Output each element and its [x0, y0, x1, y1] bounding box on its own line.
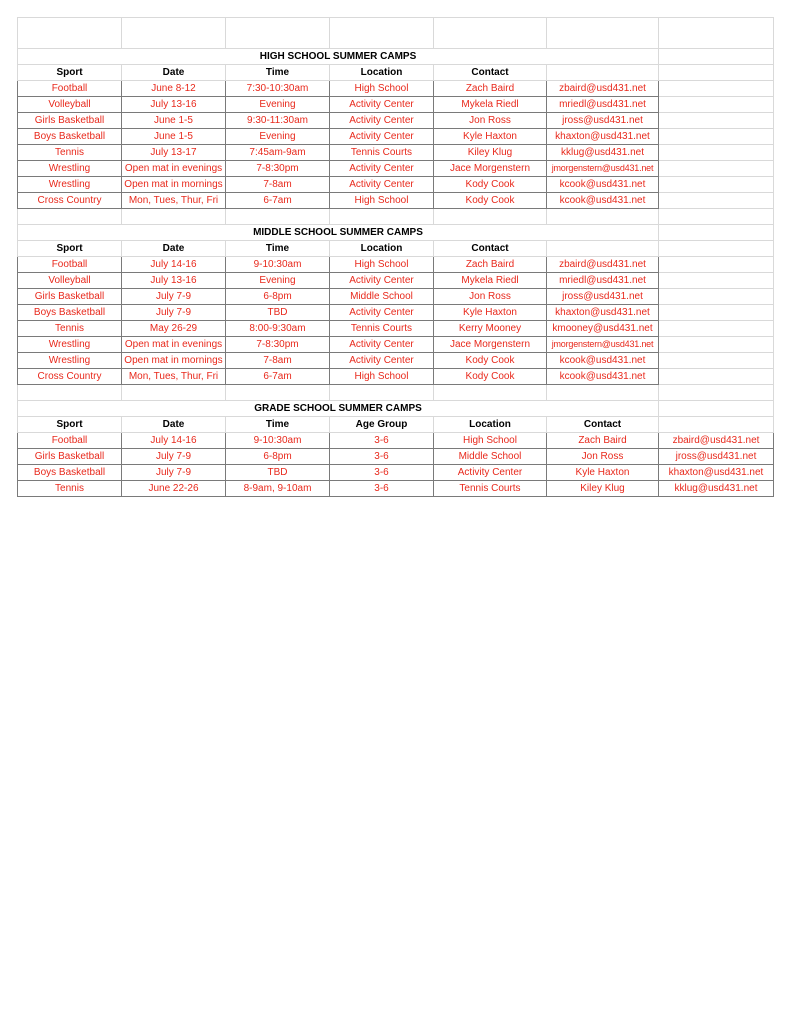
table-cell: May 26-29	[122, 321, 226, 337]
table-cell: 9-10:30am	[226, 433, 330, 449]
high_school-title-row	[18, 49, 774, 65]
column-header: Date	[122, 241, 226, 257]
table-cell: Football	[18, 257, 122, 273]
table-row	[18, 305, 774, 321]
table-cell: Middle School	[330, 289, 434, 305]
table-cell: kcook@usd431.net	[547, 193, 659, 209]
table-cell: 6-7am	[226, 193, 330, 209]
column-header: Contact	[434, 241, 547, 257]
middle_school-header-row	[18, 241, 774, 257]
table-cell: Activity Center	[330, 161, 434, 177]
table-cell: 7-8:30pm	[226, 337, 330, 353]
table-cell: Kody Cook	[434, 353, 547, 369]
table-cell: Tennis	[18, 481, 122, 497]
table-cell: kmooney@usd431.net	[547, 321, 659, 337]
column-header: Location	[330, 65, 434, 81]
column-header: Time	[226, 65, 330, 81]
table-cell: Jace Morgenstern	[434, 337, 547, 353]
table-cell: 6-8pm	[226, 449, 330, 465]
table-cell: 9-10:30am	[226, 257, 330, 273]
empty-cell	[122, 18, 226, 49]
table-cell: Volleyball	[18, 97, 122, 113]
table-cell: zbaird@usd431.net	[547, 257, 659, 273]
table-row	[18, 321, 774, 337]
table-row	[18, 433, 774, 449]
table-row	[18, 177, 774, 193]
table-cell: Boys Basketball	[18, 465, 122, 481]
table-cell: Volleyball	[18, 273, 122, 289]
table-cell: 7:45am-9am	[226, 145, 330, 161]
table-row	[18, 161, 774, 177]
empty-cell	[18, 209, 122, 225]
table-cell: Girls Basketball	[18, 449, 122, 465]
table-cell: Wrestling	[18, 337, 122, 353]
table-cell: 6-7am	[226, 369, 330, 385]
empty-cell	[434, 385, 547, 401]
table-cell: July 13-16	[122, 97, 226, 113]
table-cell: Open mat in mornings	[122, 177, 226, 193]
column-header: Location	[434, 417, 547, 433]
table-cell	[659, 129, 774, 145]
table-cell: July 13-17	[122, 145, 226, 161]
table-cell: July 7-9	[122, 449, 226, 465]
table-row	[18, 465, 774, 481]
table-cell: 7-8am	[226, 353, 330, 369]
empty-cell	[226, 385, 330, 401]
table-cell: High School	[434, 433, 547, 449]
table-cell: July 7-9	[122, 305, 226, 321]
table-cell: 8:00-9:30am	[226, 321, 330, 337]
empty-cell	[434, 209, 547, 225]
column-header	[659, 417, 774, 433]
table-cell: kcook@usd431.net	[547, 369, 659, 385]
table-cell: Mon, Tues, Thur, Fri	[122, 369, 226, 385]
table-cell: Wrestling	[18, 177, 122, 193]
table-cell	[659, 81, 774, 97]
table-row	[18, 129, 774, 145]
grade_school-title-row	[18, 401, 774, 417]
section-title: MIDDLE SCHOOL SUMMER CAMPS	[18, 225, 659, 241]
empty-cell	[547, 18, 659, 49]
column-header: Date	[122, 65, 226, 81]
table-cell: Zach Baird	[547, 433, 659, 449]
column-header: Contact	[547, 417, 659, 433]
table-cell: Activity Center	[330, 337, 434, 353]
column-header: Contact	[434, 65, 547, 81]
table-cell: July 7-9	[122, 289, 226, 305]
table-cell: 3-6	[330, 449, 434, 465]
column-header: Sport	[18, 241, 122, 257]
table-cell: Activity Center	[330, 97, 434, 113]
section-title: HIGH SCHOOL SUMMER CAMPS	[18, 49, 659, 65]
table-cell: Girls Basketball	[18, 289, 122, 305]
column-header: Date	[122, 417, 226, 433]
column-header	[659, 65, 774, 81]
column-header	[547, 241, 659, 257]
table-row	[18, 97, 774, 113]
table-cell: 7-8am	[226, 177, 330, 193]
table-cell: Jon Ross	[434, 113, 547, 129]
column-header: Time	[226, 417, 330, 433]
table-cell: kklug@usd431.net	[659, 481, 774, 497]
table-cell: Zach Baird	[434, 257, 547, 273]
table-row	[18, 113, 774, 129]
table-row	[18, 289, 774, 305]
table-cell: Activity Center	[330, 113, 434, 129]
table-cell: Kyle Haxton	[547, 465, 659, 481]
table-cell: Evening	[226, 273, 330, 289]
table-cell: kcook@usd431.net	[547, 177, 659, 193]
table-cell: khaxton@usd431.net	[547, 305, 659, 321]
table-cell: Cross Country	[18, 193, 122, 209]
table-cell: Activity Center	[330, 129, 434, 145]
blank-row	[18, 385, 774, 401]
table-cell: High School	[330, 81, 434, 97]
table-cell: Cross Country	[18, 369, 122, 385]
table-cell: khaxton@usd431.net	[659, 465, 774, 481]
table-row	[18, 193, 774, 209]
table-cell: Kody Cook	[434, 369, 547, 385]
table-cell	[659, 369, 774, 385]
empty-cell	[659, 225, 774, 241]
table-cell	[659, 97, 774, 113]
table-cell	[659, 353, 774, 369]
empty-cell	[330, 18, 434, 49]
table-cell: Girls Basketball	[18, 113, 122, 129]
table-cell: June 1-5	[122, 129, 226, 145]
blank-row	[18, 209, 774, 225]
table-cell: July 14-16	[122, 257, 226, 273]
empty-cell	[18, 385, 122, 401]
table-cell: mriedl@usd431.net	[547, 97, 659, 113]
table-cell: Kyle Haxton	[434, 305, 547, 321]
table-cell: Tennis Courts	[330, 145, 434, 161]
empty-cell	[659, 209, 774, 225]
middle_school-title-row	[18, 225, 774, 241]
table-cell	[659, 337, 774, 353]
table-cell: Mykela Riedl	[434, 273, 547, 289]
table-cell: June 1-5	[122, 113, 226, 129]
table-cell: July 7-9	[122, 465, 226, 481]
column-header: Sport	[18, 417, 122, 433]
table-cell: Activity Center	[330, 273, 434, 289]
blank-row	[18, 18, 774, 49]
table-cell: zbaird@usd431.net	[659, 433, 774, 449]
table-cell	[659, 113, 774, 129]
table-cell: Middle School	[434, 449, 547, 465]
table-cell: June 22-26	[122, 481, 226, 497]
table-cell: mriedl@usd431.net	[547, 273, 659, 289]
table-cell	[659, 273, 774, 289]
table-cell: Open mat in evenings	[122, 161, 226, 177]
empty-cell	[122, 209, 226, 225]
table-cell: Activity Center	[434, 465, 547, 481]
table-cell: Kiley Klug	[434, 145, 547, 161]
camps-table	[17, 17, 774, 497]
table-cell	[659, 321, 774, 337]
table-cell: July 13-16	[122, 273, 226, 289]
table-cell: 3-6	[330, 433, 434, 449]
table-cell: Mykela Riedl	[434, 97, 547, 113]
table-cell: jross@usd431.net	[547, 289, 659, 305]
empty-cell	[226, 18, 330, 49]
table-row	[18, 481, 774, 497]
table-cell: jross@usd431.net	[659, 449, 774, 465]
column-header: Location	[330, 241, 434, 257]
table-cell: High School	[330, 257, 434, 273]
table-cell: 6-8pm	[226, 289, 330, 305]
table-cell: 9:30-11:30am	[226, 113, 330, 129]
empty-cell	[659, 385, 774, 401]
table-cell	[659, 257, 774, 273]
table-cell: Open mat in evenings	[122, 337, 226, 353]
table-cell: Kiley Klug	[547, 481, 659, 497]
table-cell: jross@usd431.net	[547, 113, 659, 129]
table-cell	[659, 193, 774, 209]
column-header: Sport	[18, 65, 122, 81]
table-cell	[659, 145, 774, 161]
table-row	[18, 449, 774, 465]
table-cell: July 14-16	[122, 433, 226, 449]
table-cell: 7-8:30pm	[226, 161, 330, 177]
table-cell: June 8-12	[122, 81, 226, 97]
empty-cell	[659, 18, 774, 49]
table-cell: TBD	[226, 305, 330, 321]
table-row	[18, 273, 774, 289]
empty-cell	[434, 18, 547, 49]
table-cell: kklug@usd431.net	[547, 145, 659, 161]
table-cell: Tennis Courts	[434, 481, 547, 497]
table-cell: 8-9am, 9-10am	[226, 481, 330, 497]
empty-cell	[330, 385, 434, 401]
table-row	[18, 353, 774, 369]
spreadsheet	[17, 17, 773, 497]
table-cell: Zach Baird	[434, 81, 547, 97]
table-row	[18, 257, 774, 273]
table-cell: Kyle Haxton	[434, 129, 547, 145]
table-cell: khaxton@usd431.net	[547, 129, 659, 145]
empty-cell	[18, 18, 122, 49]
table-cell	[659, 289, 774, 305]
empty-cell	[659, 401, 774, 417]
table-cell: 3-6	[330, 481, 434, 497]
table-cell	[659, 177, 774, 193]
table-cell: Jon Ross	[434, 289, 547, 305]
column-header: Age Group	[330, 417, 434, 433]
table-cell: Jon Ross	[547, 449, 659, 465]
table-cell	[659, 305, 774, 321]
table-cell: Kody Cook	[434, 177, 547, 193]
table-cell: Activity Center	[330, 305, 434, 321]
table-cell: Tennis Courts	[330, 321, 434, 337]
table-cell: Football	[18, 433, 122, 449]
column-header: Time	[226, 241, 330, 257]
table-row	[18, 337, 774, 353]
table-cell: Kerry Mooney	[434, 321, 547, 337]
table-cell: Mon, Tues, Thur, Fri	[122, 193, 226, 209]
high_school-header-row	[18, 65, 774, 81]
table-row	[18, 369, 774, 385]
section-title: GRADE SCHOOL SUMMER CAMPS	[18, 401, 659, 417]
column-header	[659, 241, 774, 257]
table-cell: Football	[18, 81, 122, 97]
table-cell: Evening	[226, 97, 330, 113]
table-cell	[659, 161, 774, 177]
table-cell: Evening	[226, 129, 330, 145]
table-cell: Activity Center	[330, 177, 434, 193]
table-cell: jmorgenstern@usd431.net	[547, 161, 659, 177]
table-cell: Activity Center	[330, 353, 434, 369]
empty-cell	[330, 209, 434, 225]
table-row	[18, 81, 774, 97]
table-cell: High School	[330, 369, 434, 385]
table-cell: High School	[330, 193, 434, 209]
column-header	[547, 65, 659, 81]
table-cell: Wrestling	[18, 161, 122, 177]
table-cell: 7:30-10:30am	[226, 81, 330, 97]
empty-cell	[547, 385, 659, 401]
empty-cell	[659, 49, 774, 65]
table-cell: Tennis	[18, 145, 122, 161]
table-cell: TBD	[226, 465, 330, 481]
empty-cell	[122, 385, 226, 401]
table-cell: zbaird@usd431.net	[547, 81, 659, 97]
table-cell: Wrestling	[18, 353, 122, 369]
table-cell: jmorgenstern@usd431.net	[547, 337, 659, 353]
table-cell: Kody Cook	[434, 193, 547, 209]
empty-cell	[547, 209, 659, 225]
table-cell: Boys Basketball	[18, 305, 122, 321]
empty-cell	[226, 209, 330, 225]
table-cell: 3-6	[330, 465, 434, 481]
table-cell: Boys Basketball	[18, 129, 122, 145]
table-cell: Jace Morgenstern	[434, 161, 547, 177]
table-row	[18, 145, 774, 161]
table-cell: Tennis	[18, 321, 122, 337]
table-cell: kcook@usd431.net	[547, 353, 659, 369]
grade_school-header-row	[18, 417, 774, 433]
table-cell: Open mat in mornings	[122, 353, 226, 369]
